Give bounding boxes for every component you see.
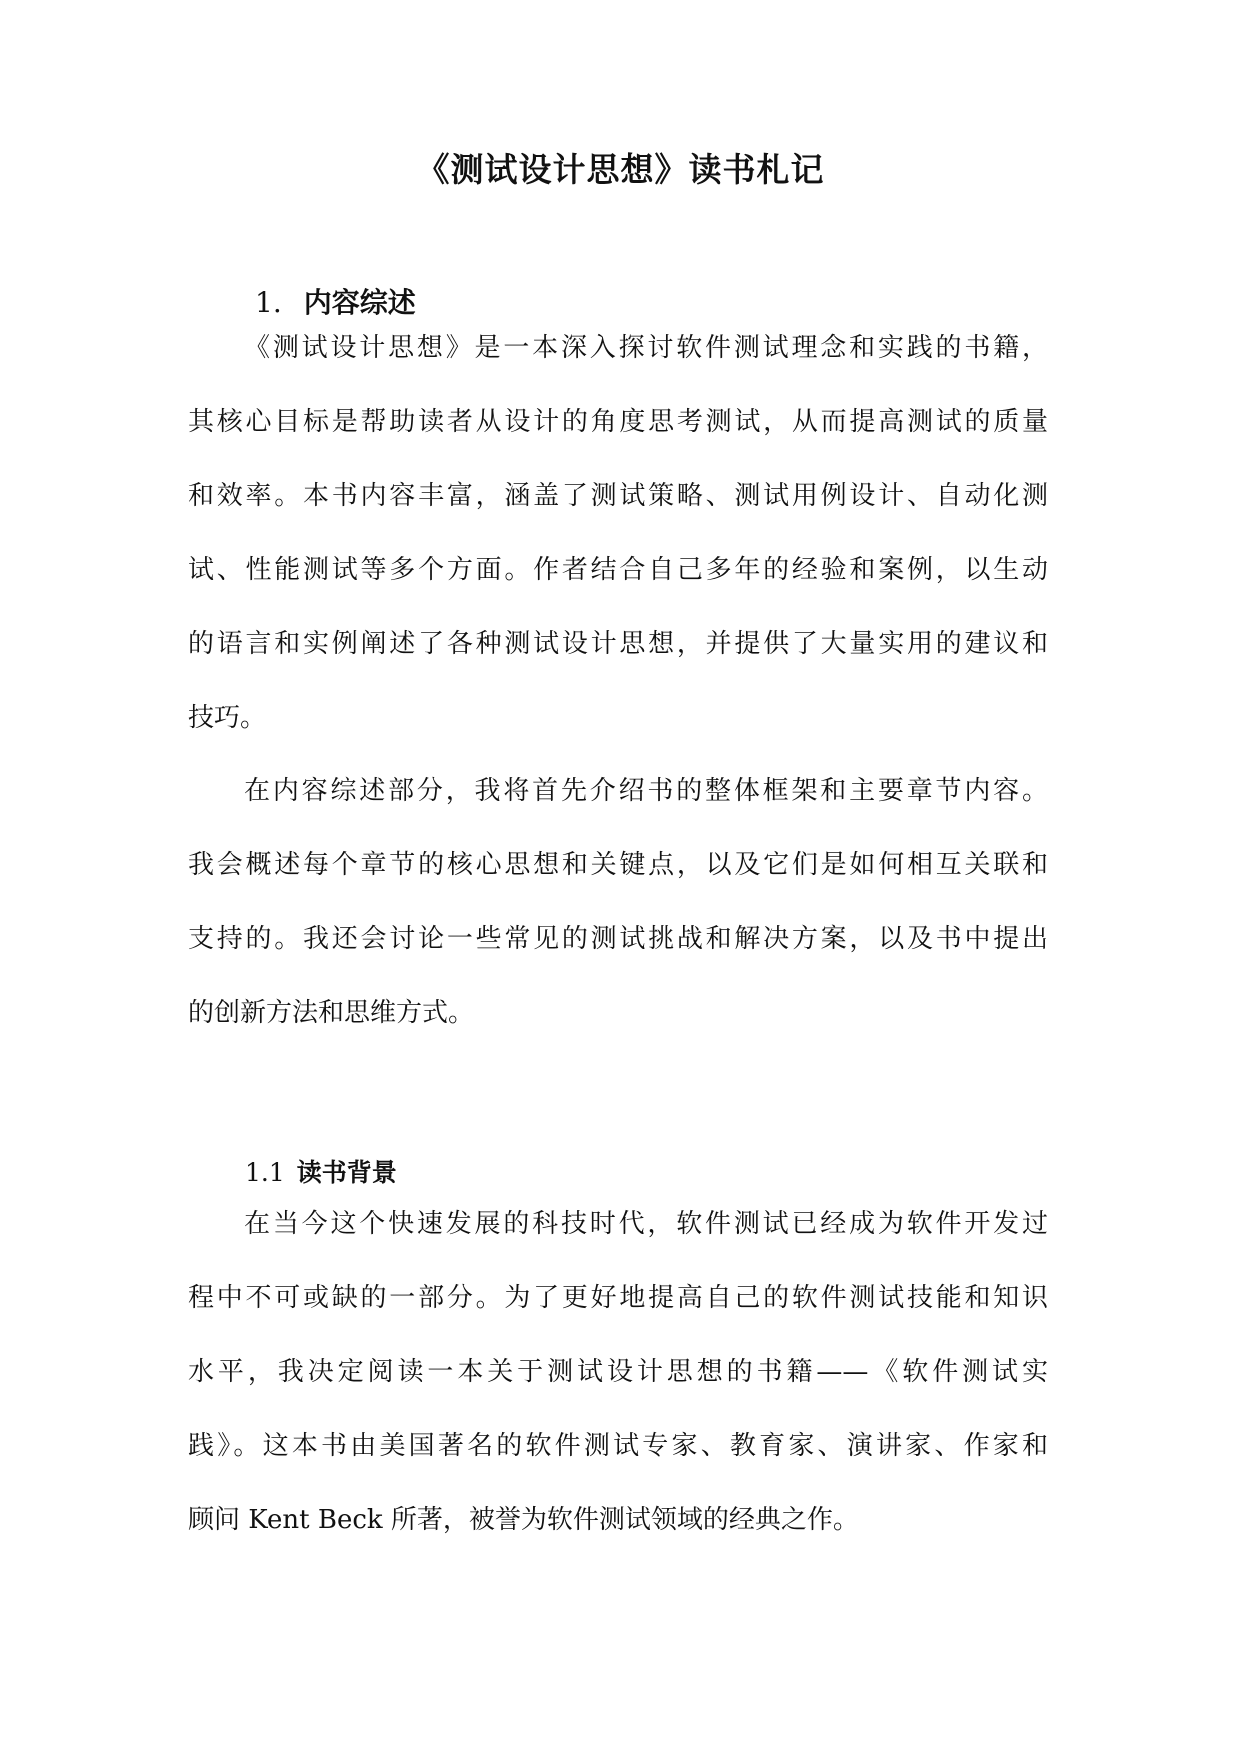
paragraph-line: 其核心目标是帮助读者从设计的角度思考测试，从而提高测试的质量: [188, 407, 1048, 437]
paragraph-line: 试、性能测试等多个方面。作者结合自己多年的经验和案例，以生动: [188, 555, 1048, 585]
paragraph-1: [188, 311, 1048, 755]
paragraph-line: 和效率。本书内容丰富，涵盖了测试策略、测试用例设计、自动化测: [188, 481, 1048, 511]
document-title: 《测试设计思想》读书札记: [416, 150, 825, 189]
paragraph-2: [188, 754, 1048, 1050]
paragraph-line: 我会概述每个章节的核心思想和关键点，以及它们是如何相互关联和: [188, 850, 1048, 880]
paragraph-line: 在当今这个快速发展的科技时代，软件测试已经成为软件开发过: [244, 1209, 1048, 1239]
paragraph-line: 的语言和实例阐述了各种测试设计思想，并提供了大量实用的建议和: [188, 629, 1048, 659]
section-number: 1.: [255, 286, 282, 319]
section-number: 1.1: [245, 1158, 285, 1187]
paragraph-line: 顾问 Kent Beck 所著，被誉为软件测试领域的经典之作。: [188, 1505, 859, 1535]
section-heading-text: 读书背景: [296, 1158, 397, 1187]
paragraph-line: 技巧。: [188, 703, 267, 733]
paragraph-line: 的创新方法和思维方式。: [188, 998, 475, 1028]
section-heading-text: 内容综述: [303, 286, 416, 319]
paragraph-line: 《测试设计思想》是一本深入探讨软件测试理念和实践的书籍，: [244, 333, 1048, 363]
paragraph-line: 在内容综述部分，我将首先介绍书的整体框架和主要章节内容。: [244, 776, 1048, 806]
paragraph-line: 程中不可或缺的一部分。为了更好地提高自己的软件测试技能和知识: [188, 1283, 1048, 1313]
paragraph-line: 水平，我决定阅读一本关于测试设计思想的书籍——《软件测试实: [188, 1357, 1048, 1387]
section-heading-1-1: [245, 1155, 397, 1191]
paragraph-line: 践》。这本书由美国著名的软件测试专家、教育家、演讲家、作家和: [188, 1431, 1048, 1461]
paragraph-3: [188, 1187, 1048, 1557]
paragraph-line: 支持的。我还会讨论一些常见的测试挑战和解决方案，以及书中提出: [188, 924, 1048, 954]
